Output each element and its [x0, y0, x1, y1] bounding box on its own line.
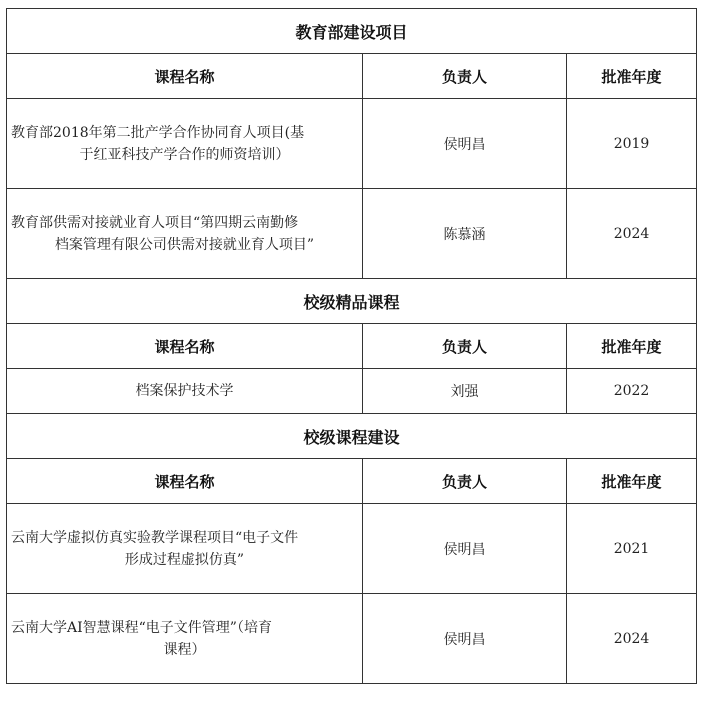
section-title-ministry: 教育部建设项目: [7, 9, 697, 54]
column-header-year: 批准年度: [567, 459, 697, 504]
projects-table: [6, 8, 697, 684]
table-row: [7, 594, 697, 684]
header-row: [7, 324, 697, 369]
course-name-cell: [7, 594, 363, 684]
course-name-cell: [7, 504, 363, 594]
course-name-line: 教育部2018年第二批产学合作协同育人项目(基: [11, 124, 305, 141]
course-name-line: 云南大学虚拟仿真实验教学课程项目“电子文件: [11, 529, 299, 546]
section-row: [7, 414, 697, 459]
year-cell: 2022: [567, 369, 697, 414]
column-header-course-name: 课程名称: [7, 459, 363, 504]
course-name-cell: [7, 99, 363, 189]
section-title-school-quality: 校级精品课程: [7, 279, 697, 324]
header-row: [7, 459, 697, 504]
course-name-line: 形成过程虚拟仿真”: [124, 551, 245, 568]
year-cell: 2024: [567, 189, 697, 279]
owner-cell: 侯明昌: [363, 504, 567, 594]
owner-cell: 陈慕涵: [363, 189, 567, 279]
section-row: [7, 9, 697, 54]
course-name-cell: [7, 189, 363, 279]
owner-cell: 侯明昌: [363, 594, 567, 684]
column-header-course-name: 课程名称: [7, 54, 363, 99]
section-title-school-course: 校级课程建设: [7, 414, 697, 459]
table-row: [7, 189, 697, 279]
column-header-owner: 负责人: [363, 459, 567, 504]
course-name-cell: 档案保护技术学: [7, 369, 363, 414]
table-row: [7, 504, 697, 594]
course-name-line: 档案管理有限公司供需对接就业育人项目”: [54, 236, 315, 253]
course-name-line: 于红亚科技产学合作的师资培训）: [79, 146, 290, 163]
owner-cell: 刘强: [363, 369, 567, 414]
column-header-course-name: 课程名称: [7, 324, 363, 369]
column-header-year: 批准年度: [567, 54, 697, 99]
table-row: [7, 369, 697, 414]
course-name-line: 云南大学AI智慧课程“电子文件管理”（培育: [11, 619, 272, 636]
owner-cell: 侯明昌: [363, 99, 567, 189]
column-header-owner: 负责人: [363, 324, 567, 369]
column-header-owner: 负责人: [363, 54, 567, 99]
year-cell: 2024: [567, 594, 697, 684]
section-row: [7, 279, 697, 324]
year-cell: 2021: [567, 504, 697, 594]
course-name-line: 课程）: [163, 641, 206, 658]
header-row: [7, 54, 697, 99]
column-header-year: 批准年度: [567, 324, 697, 369]
course-name-line: 教育部供需对接就业育人项目“第四期云南勤修: [11, 214, 299, 231]
year-cell: 2019: [567, 99, 697, 189]
table-row: [7, 99, 697, 189]
